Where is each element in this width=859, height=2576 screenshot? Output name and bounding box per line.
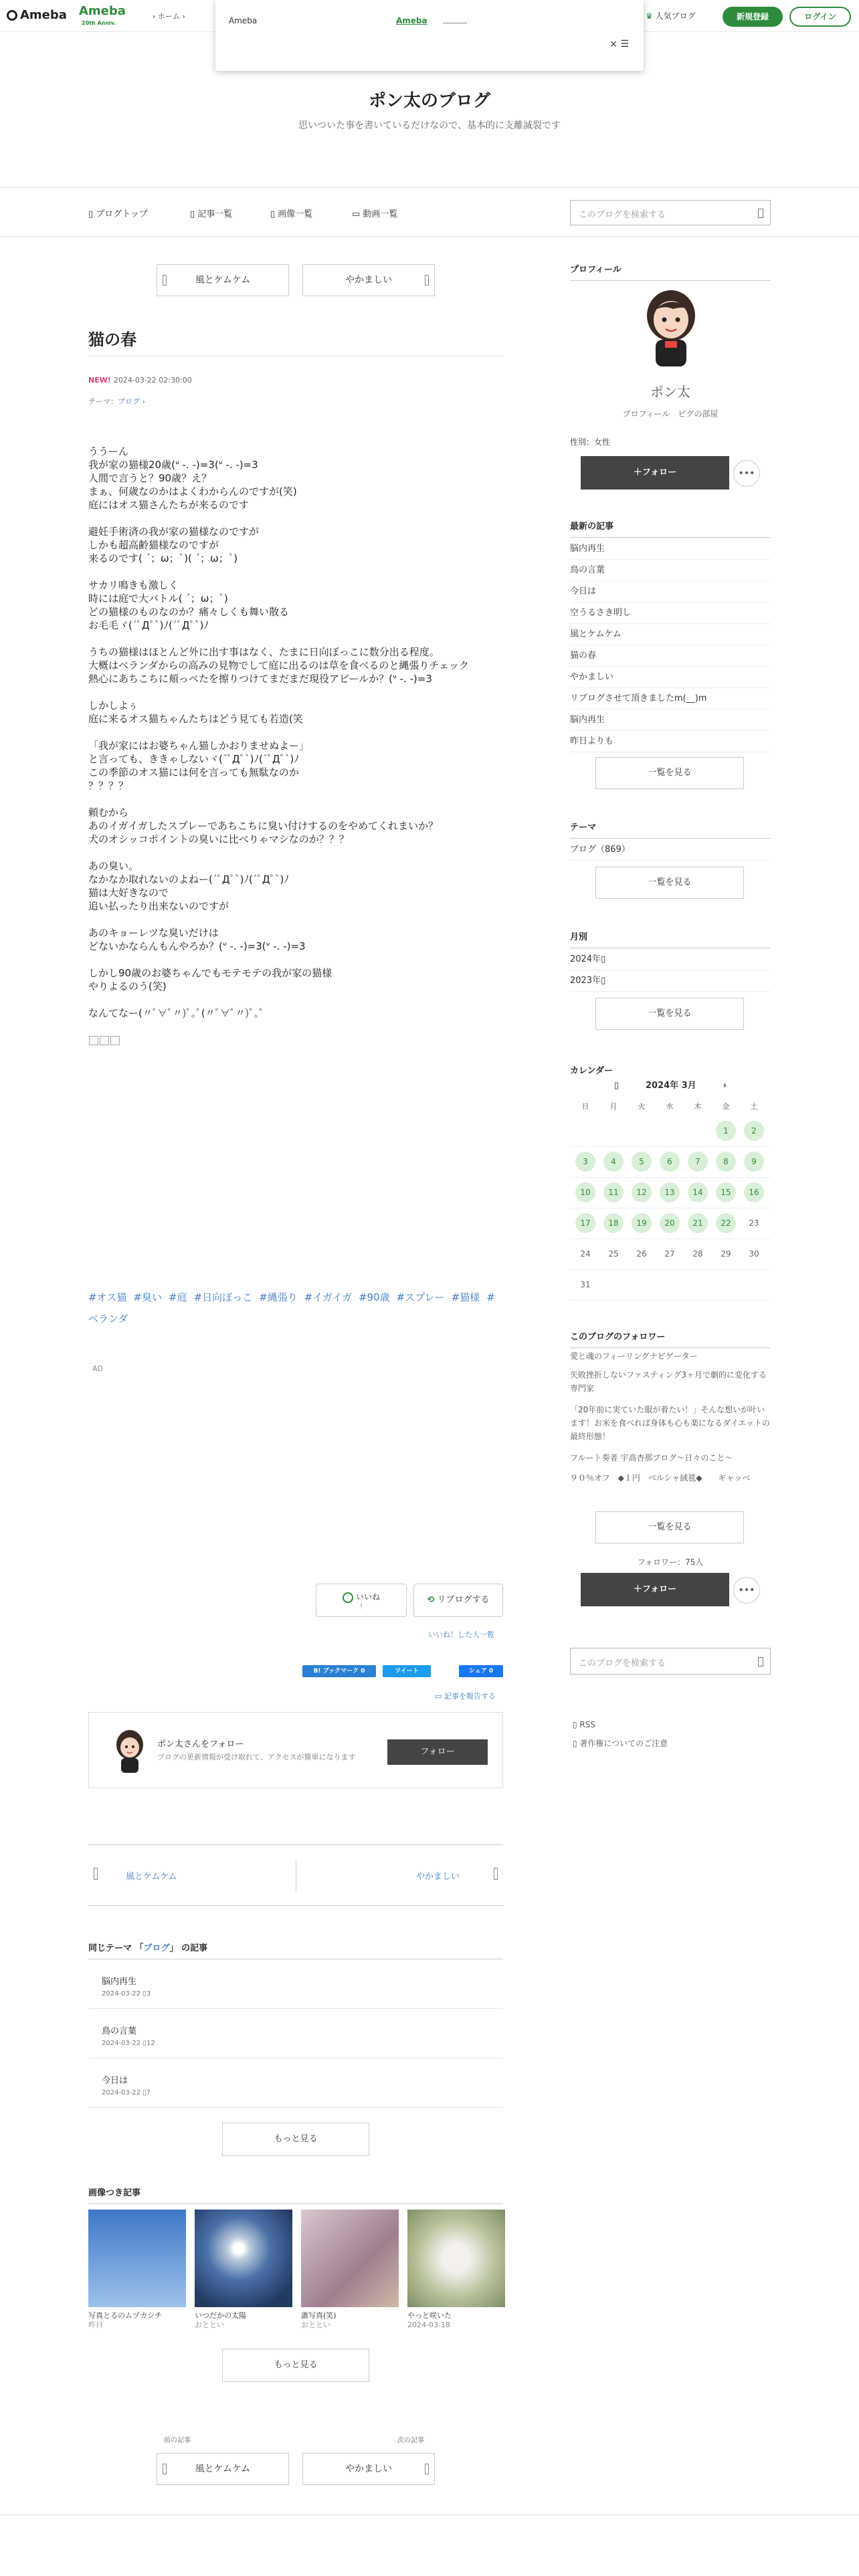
- nav-image-list[interactable]: [270, 207, 312, 219]
- footer-next-title: やかましい: [345, 2464, 392, 2474]
- footer-divider: [0, 2514, 859, 2515]
- calendar-day[interactable]: 2: [744, 1121, 764, 1141]
- article-body: [88, 445, 503, 1047]
- anniversary-logo[interactable]: [79, 4, 126, 26]
- blog-nav: [0, 187, 859, 237]
- breadcrumb: [153, 11, 185, 21]
- calendar-day[interactable]: 20: [660, 1213, 680, 1233]
- blog-description: 思いついた事を書いているだけなので、基本的に支離滅裂です: [298, 120, 561, 131]
- heading-suffix: 」 の記事: [169, 1943, 208, 1953]
- image-article-date: 昨日: [88, 2321, 103, 2329]
- same-theme-item[interactable]: [88, 1959, 503, 2009]
- more-image-articles-button[interactable]: もっと見る: [222, 2349, 369, 2382]
- calendar-month-label: 2024年 3月: [646, 1081, 696, 1091]
- calendar-day: 26: [636, 1249, 647, 1259]
- calendar-day[interactable]: 7: [688, 1152, 708, 1172]
- same-theme-meta: [102, 1990, 151, 1998]
- follow-card-desc: ブログの更新情報が受け取れて、アクセスが簡単になります: [157, 1753, 356, 1761]
- same-theme-date: 2024-03-22: [102, 1990, 141, 1998]
- recent-article[interactable]: やかましい: [570, 667, 771, 688]
- reblog-label: リブログする: [437, 1595, 490, 1605]
- heading-theme[interactable]: ブログ: [143, 1943, 170, 1953]
- same-theme-count: 12: [146, 2040, 155, 2047]
- monthly-heading: 月別: [570, 930, 771, 948]
- calendar-day: 30: [749, 1249, 759, 1259]
- recent-article[interactable]: 今日は: [570, 581, 771, 603]
- ad-popup[interactable]: [215, 0, 644, 71]
- hashtag[interactable]: #庭: [169, 1291, 187, 1303]
- hashtag[interactable]: #スプレー: [396, 1291, 445, 1303]
- recent-article[interactable]: 昨日よりも: [570, 731, 771, 752]
- image-article-caption[interactable]: [88, 2311, 189, 2330]
- hashtag[interactable]: #ベランダ: [88, 1291, 495, 1325]
- close-icon[interactable]: × ☰: [609, 39, 629, 49]
- popular-blog-label: 人気ブログ: [655, 11, 696, 21]
- calendar-row-divider: [570, 1146, 771, 1147]
- hashtag[interactable]: #日向ぼっこ: [193, 1291, 253, 1303]
- image-article-thumb[interactable]: [301, 2210, 399, 2307]
- paragraph: サカリ鳴きも激しく 時には庭で大バトル( ´；ω；`) どの猫様のものなのか？痛々しくも舞い散る お毛毛ヾ(´ﾟДﾟ`)ﾉ(´ﾟДﾟ`)ﾉ: [88, 579, 290, 631]
- calendar-dow: 金: [722, 1102, 730, 1111]
- crown-icon: ♛: [646, 11, 653, 21]
- follow-card: [88, 1712, 503, 1788]
- follow-card-title: ポン太さんをフォロー: [157, 1739, 244, 1749]
- calendar-day: 28: [692, 1249, 703, 1259]
- heading-prefix: 同じテーマ 「: [88, 1943, 144, 1953]
- reblog-icon: ⟲: [427, 1595, 435, 1605]
- like-button[interactable]: [316, 1584, 407, 1617]
- theme-see-all-button[interactable]: 一覧を見る: [595, 867, 744, 899]
- chevron-left-icon[interactable]: ▯: [613, 1081, 619, 1091]
- article-date: [88, 376, 192, 385]
- follower-item[interactable]: ９０％オフ ◆１円 ベルシャ絨毯◆ ギャッベ: [570, 1473, 751, 1483]
- chevron-right-icon: [494, 1868, 498, 1880]
- footer-prev-title: 風とケムケム: [195, 2464, 251, 2474]
- new-badge: NEW!: [88, 376, 111, 385]
- month-label: 2023年: [570, 976, 601, 986]
- blog-search-input[interactable]: [570, 200, 771, 225]
- profile-link[interactable]: プロフィール: [622, 409, 670, 419]
- home-icon: ▯: [88, 209, 96, 219]
- calendar-day[interactable]: 21: [688, 1213, 708, 1233]
- image-article-title: 写真とるのムヅカシチ: [88, 2311, 162, 2320]
- calendar-day: 27: [664, 1249, 675, 1259]
- same-theme-count: 7: [146, 2089, 151, 2097]
- smile-icon: [343, 1592, 353, 1603]
- paragraph: あの臭い。 なかなか取れないのよねー(´ﾟДﾟ`)ﾉ(´ﾟДﾟ`)ﾉ 猫は大好きなので 追い払ったり出来ないのですが: [88, 860, 289, 912]
- monthly-see-all-button[interactable]: 一覧を見る: [595, 998, 744, 1030]
- emoji-image: [100, 1036, 109, 1045]
- theme-label: テーマ：: [88, 397, 118, 406]
- room-link[interactable]: ピグの部屋: [678, 409, 719, 419]
- author-avatar: [109, 1727, 151, 1774]
- hashtag[interactable]: #イガイガ: [304, 1291, 352, 1303]
- image-article-thumb[interactable]: [407, 2210, 505, 2307]
- same-theme-meta: [102, 2089, 151, 2097]
- anniversary-sub: 20th Anniv.: [82, 20, 116, 26]
- calendar-day[interactable]: 15: [716, 1182, 736, 1202]
- more-options-icon[interactable]: •••: [733, 1577, 760, 1604]
- report-link[interactable]: [435, 1691, 496, 1701]
- same-theme-item[interactable]: [88, 2058, 503, 2108]
- list-icon: ▯: [190, 209, 198, 219]
- login-button[interactable]: ログイン: [789, 7, 851, 27]
- facebook-share-button[interactable]: シェア 0: [459, 1665, 503, 1677]
- image-article-title: 誰写真(笑): [301, 2311, 337, 2320]
- article-theme: [88, 396, 145, 407]
- search-placeholder: このブログを検索する: [579, 210, 666, 220]
- month-item[interactable]: [570, 970, 771, 992]
- footer-next-button[interactable]: [302, 2453, 435, 2485]
- ameba-mark-icon: [7, 10, 17, 21]
- calendar-day[interactable]: 6: [660, 1152, 680, 1172]
- hashtag[interactable]: #90歳: [358, 1291, 390, 1303]
- report-icon: ▭: [435, 1692, 444, 1701]
- calendar-row-divider: [570, 1269, 771, 1270]
- chevron-left-icon: [163, 275, 167, 286]
- copyright-label: 著作権についてのご注意: [579, 1739, 668, 1748]
- image-article-title: いつだかの太陽: [195, 2311, 246, 2320]
- calendar-day[interactable]: 5: [632, 1152, 652, 1172]
- same-theme-count: 3: [146, 1990, 151, 1998]
- calendar-day[interactable]: 3: [575, 1152, 595, 1172]
- ad-label: Ameba: [229, 16, 258, 25]
- article-prev-next: [88, 1844, 503, 1906]
- theme-heading: テーマ: [570, 820, 771, 839]
- blog-title[interactable]: ポン太のブログ: [368, 91, 490, 111]
- month-item[interactable]: [570, 949, 771, 970]
- recent-article[interactable]: 猫の春: [570, 645, 771, 667]
- calendar-day[interactable]: 12: [632, 1182, 652, 1202]
- comment-icon: ▯: [142, 2040, 147, 2047]
- calendar-day[interactable]: 1: [716, 1121, 736, 1141]
- hatena-bookmark-button[interactable]: B! ブックマーク 0: [302, 1665, 376, 1677]
- chevron-right-icon: ›: [182, 12, 185, 21]
- image-article-thumb[interactable]: [195, 2210, 292, 2307]
- nav-label: ブログトップ: [96, 209, 148, 219]
- calendar-day[interactable]: 17: [575, 1213, 595, 1233]
- calendar-day[interactable]: 18: [603, 1213, 624, 1233]
- copyright-link[interactable]: [573, 1737, 668, 1749]
- recent-article[interactable]: 風とケムケム: [570, 624, 771, 645]
- next-article-title: やかましい: [345, 275, 392, 286]
- same-theme-heading: [88, 1941, 503, 1959]
- hashtag[interactable]: #猫様: [451, 1291, 480, 1303]
- calendar-row-divider: [570, 1177, 771, 1178]
- recent-article[interactable]: リブログさせて頂きましたm(__)m: [570, 688, 771, 710]
- month-label: 2024年: [570, 954, 601, 964]
- chevron-left-icon: [163, 2464, 167, 2474]
- search-icon[interactable]: [758, 1657, 763, 1667]
- like-label-wrap: [316, 1591, 406, 1603]
- chevron-right-icon: ›: [153, 12, 156, 21]
- followers-see-all-button[interactable]: 一覧を見る: [595, 1511, 744, 1543]
- search-icon[interactable]: [758, 209, 763, 218]
- date-text: 2024-03-22 02:30:00: [113, 376, 192, 385]
- image-icon: ▯: [270, 209, 278, 219]
- same-theme-meta: [102, 2040, 155, 2047]
- ameba-logo[interactable]: [7, 8, 67, 22]
- next-article-link[interactable]: やかましい: [416, 1872, 460, 1882]
- prev-article-label: 前の記事: [164, 2437, 191, 2444]
- same-theme-title: 今日は: [102, 2076, 128, 2086]
- image-article-title: やっと咲いた: [407, 2311, 452, 2320]
- popular-blog-link[interactable]: [646, 10, 696, 21]
- logo-text: Ameba: [20, 8, 67, 22]
- calendar-dow: 土: [750, 1102, 758, 1111]
- calendar-day[interactable]: 16: [744, 1182, 764, 1202]
- article-title[interactable]: 猫の春: [88, 330, 136, 349]
- calendar-row-divider: [570, 1300, 771, 1301]
- prev-article-title: 風とケムケム: [195, 275, 251, 286]
- more-options-icon[interactable]: •••: [733, 460, 760, 487]
- calendar-day: 23: [749, 1218, 759, 1228]
- calendar-dow: 月: [609, 1102, 617, 1111]
- image-article-date: おととい: [195, 2321, 224, 2329]
- follower-count-label: フォロワー：: [637, 1558, 686, 1567]
- image-article-thumb[interactable]: [88, 2210, 186, 2307]
- chevron-right-icon: ›: [142, 397, 145, 406]
- chevron-right-icon[interactable]: ›: [723, 1081, 727, 1091]
- profile-heading: プロフィール: [570, 262, 771, 281]
- ad-link[interactable]: Ameba: [396, 16, 427, 25]
- profile-name[interactable]: ポン太: [650, 384, 690, 400]
- sidebar-search-input[interactable]: [570, 1648, 771, 1675]
- nav-label: 画像一覧: [278, 209, 313, 219]
- like-count: !: [359, 1602, 363, 1610]
- report-label: 記事を報告する: [444, 1692, 496, 1701]
- calendar-day[interactable]: 13: [660, 1182, 680, 1202]
- calendar-day[interactable]: 11: [603, 1182, 624, 1202]
- chevron-right-icon: [425, 275, 429, 286]
- same-theme-title: 鳥の言葉: [102, 2026, 137, 2036]
- breadcrumb-home[interactable]: ホーム: [157, 12, 180, 21]
- recent-article[interactable]: 鳥の言葉: [570, 560, 771, 581]
- prev-article-button[interactable]: [157, 264, 289, 296]
- paragraph: しかし90歳のお婆ちゃんでもモテモテの我が家の猫様 やりよるのう(笑): [88, 967, 332, 992]
- theme-link[interactable]: ブログ: [118, 397, 140, 406]
- calendar-dow: 日: [581, 1102, 589, 1111]
- image-article-caption[interactable]: [407, 2311, 508, 2330]
- same-theme-title: 脳内再生: [102, 1977, 137, 1987]
- calendar-day: 31: [580, 1280, 591, 1289]
- calendar-day: 29: [721, 1249, 731, 1259]
- ad-label: AD: [92, 1364, 103, 1373]
- prev-article-link[interactable]: 風とケムケム: [126, 1872, 177, 1882]
- follower-item[interactable]: 失敗挫折しないファスティング3ヶ月で劇的に変化する専門家: [570, 1370, 767, 1393]
- hashtag-list: [88, 1287, 503, 1329]
- emoji-image-row: [88, 1033, 503, 1047]
- hashtag[interactable]: #臭い: [133, 1291, 162, 1303]
- nav-label: 動画一覧: [363, 209, 398, 219]
- calendar-dow: 水: [666, 1102, 674, 1111]
- follower-item[interactable]: 「20年前に実ていた服が着たい！」そんな想いが叶います！お米を食べれば身体も心も楽になるダイエットの最終形態！: [570, 1405, 771, 1441]
- calendar-day[interactable]: 9: [744, 1152, 764, 1172]
- nav-article-list[interactable]: [190, 207, 232, 219]
- emoji-image: [89, 1036, 98, 1045]
- image-article-caption[interactable]: [301, 2311, 401, 2330]
- recent-article[interactable]: 空うるさき明し: [570, 603, 771, 624]
- nav-video-list[interactable]: [352, 207, 397, 219]
- calendar-day[interactable]: 10: [575, 1182, 595, 1202]
- nav-blog-top[interactable]: [88, 207, 148, 219]
- video-icon: ▭: [352, 209, 363, 219]
- follower-item[interactable]: フルート奏者 宇高杏那ブログ〜日々のこと〜: [570, 1453, 733, 1463]
- calendar-day[interactable]: 4: [603, 1152, 624, 1172]
- calendar-day[interactable]: 22: [716, 1213, 736, 1233]
- footer-prev-button[interactable]: [157, 2453, 289, 2485]
- theme-item[interactable]: ブログ（869）: [570, 839, 771, 861]
- next-article-label: 次の記事: [397, 2437, 424, 2444]
- hashtag[interactable]: #縄張り: [259, 1291, 298, 1303]
- paragraph: ううーん 我が家の猫様20歳(ᐡ -. -)=3(ᐡ -. -)=3 人間で言うと？90歳？え？ まぁ、何歳なのかはよくわからんのですが(笑) 庭にはオス猫さんたちが来るのです: [88, 445, 297, 511]
- rss-link[interactable]: [573, 1720, 595, 1729]
- profile-links: [570, 408, 771, 419]
- hashtag[interactable]: #オス猫: [88, 1291, 127, 1303]
- image-article-date: 2024-03-18: [407, 2321, 450, 2329]
- paragraph: うちの猫様はほとんど外に出す事はなく、たまに日向ぼっこに数分出る程度。 大概はベランダからの高みの見物でして庭に出るのは草を食べるのと縄張りチェック 熱心にあちこちに頬っぺたを擦りつけてまだまだ現役アピールか？(ᐡ -. -)=3: [88, 646, 469, 685]
- recent-see-all-button[interactable]: 一覧を見る: [595, 757, 744, 789]
- paragraph: しかしよぅ 庭に来るオス猫ちゃんたちはどう見ても若造(笑: [88, 700, 303, 725]
- tweet-button[interactable]: ツイート: [383, 1665, 431, 1677]
- sidebar-follow-button-2[interactable]: ＋フォロー: [581, 1573, 729, 1606]
- profile-avatar[interactable]: [634, 288, 708, 366]
- follower-count: [570, 1555, 771, 1569]
- rss-icon: ▯: [573, 1720, 580, 1729]
- image-articles-heading: 画像つき記事: [88, 2185, 503, 2204]
- calendar-day[interactable]: 8: [716, 1152, 736, 1172]
- image-article-date: おととい: [301, 2321, 330, 2329]
- register-button[interactable]: 新規登録: [723, 7, 783, 27]
- comment-icon: ▯: [142, 1990, 147, 1998]
- more-same-theme-button[interactable]: もっと見る: [222, 2123, 369, 2156]
- paragraph: あのキョーレツな臭いだけは どないかならんもんやろか？(ᐡ -. -)=3(ᐡ -. -)=3: [88, 927, 306, 952]
- follower-item[interactable]: 愛と魂のフィーリングナビゲーター: [570, 1352, 698, 1361]
- calendar-dow: 火: [638, 1102, 646, 1111]
- rss-label: RSS: [579, 1720, 595, 1729]
- follower-count-value[interactable]: 75人: [685, 1558, 704, 1567]
- sidebar-follow-button[interactable]: ＋フォロー: [581, 456, 729, 490]
- paragraph: なんてなー(〃ﾟ∀ﾟ〃)ﾟ｡ﾟ(〃ﾟ∀ﾟ〃)ﾟ｡ﾟ: [88, 1007, 264, 1019]
- next-article-button[interactable]: [302, 264, 435, 296]
- chevron-right-icon: [425, 2464, 429, 2474]
- image-article-caption[interactable]: [195, 2311, 295, 2330]
- same-theme-item[interactable]: [88, 2009, 503, 2058]
- anniversary-logo-text: Ameba: [79, 4, 126, 18]
- recent-article[interactable]: 脳内再生: [570, 538, 771, 560]
- calendar-heading: カレンダー: [570, 1066, 613, 1076]
- liked-users-link[interactable]: いいね！した人一覧: [428, 1630, 494, 1639]
- same-theme-date: 2024-03-22: [102, 2040, 141, 2047]
- copyright-icon: ▯: [573, 1739, 580, 1748]
- recent-heading: 最新の記事: [570, 519, 771, 538]
- calendar-day[interactable]: 14: [688, 1182, 708, 1202]
- nav-label: 記事一覧: [197, 209, 233, 219]
- comment-icon: ▯: [142, 2089, 147, 2097]
- calendar-dow: 木: [694, 1102, 702, 1111]
- calendar-day: 25: [608, 1249, 619, 1259]
- paragraph: 避妊手術済の我が家の猫様なのですが しかも超高齢猫様なのですが 来るのです( ´；ω；`)( ´；ω；`): [88, 526, 260, 564]
- paragraph: 頼むから あのイガイガしたスプレーであちこちに臭い付けするのをやめてくれまいか？ 犬のオシッコポイントの臭いに比べりゃマシなのか？？？: [88, 807, 439, 845]
- calendar-day: 24: [580, 1249, 591, 1259]
- reblog-button[interactable]: [413, 1584, 503, 1617]
- followers-heading: このブログのフォロワー: [570, 1329, 771, 1348]
- profile-sex: 性別：女性: [570, 437, 611, 447]
- search-placeholder: このブログを検索する: [579, 1658, 666, 1669]
- expand-icon: ▯: [601, 976, 606, 986]
- expand-icon: ▯: [601, 954, 606, 964]
- chevron-left-icon: [94, 1868, 98, 1880]
- like-label: いいね: [355, 1592, 380, 1602]
- same-theme-date: 2024-03-22: [102, 2089, 141, 2097]
- follow-card-button[interactable]: フォロー: [387, 1739, 488, 1765]
- calendar-day[interactable]: 19: [632, 1213, 652, 1233]
- paragraph: 「我が家にはお婆ちゃん猫しかおりませぬよー」 と言っても、ききゃしないヾ(´ﾟДﾟ`)ﾉ(´ﾟДﾟ`)ﾉ この季節のオス猫には何を言っても無駄なのか ？？？？: [88, 740, 310, 792]
- emoji-image: [110, 1036, 120, 1045]
- calendar-month: [570, 1078, 771, 1091]
- recent-article[interactable]: 脳内再生: [570, 710, 771, 731]
